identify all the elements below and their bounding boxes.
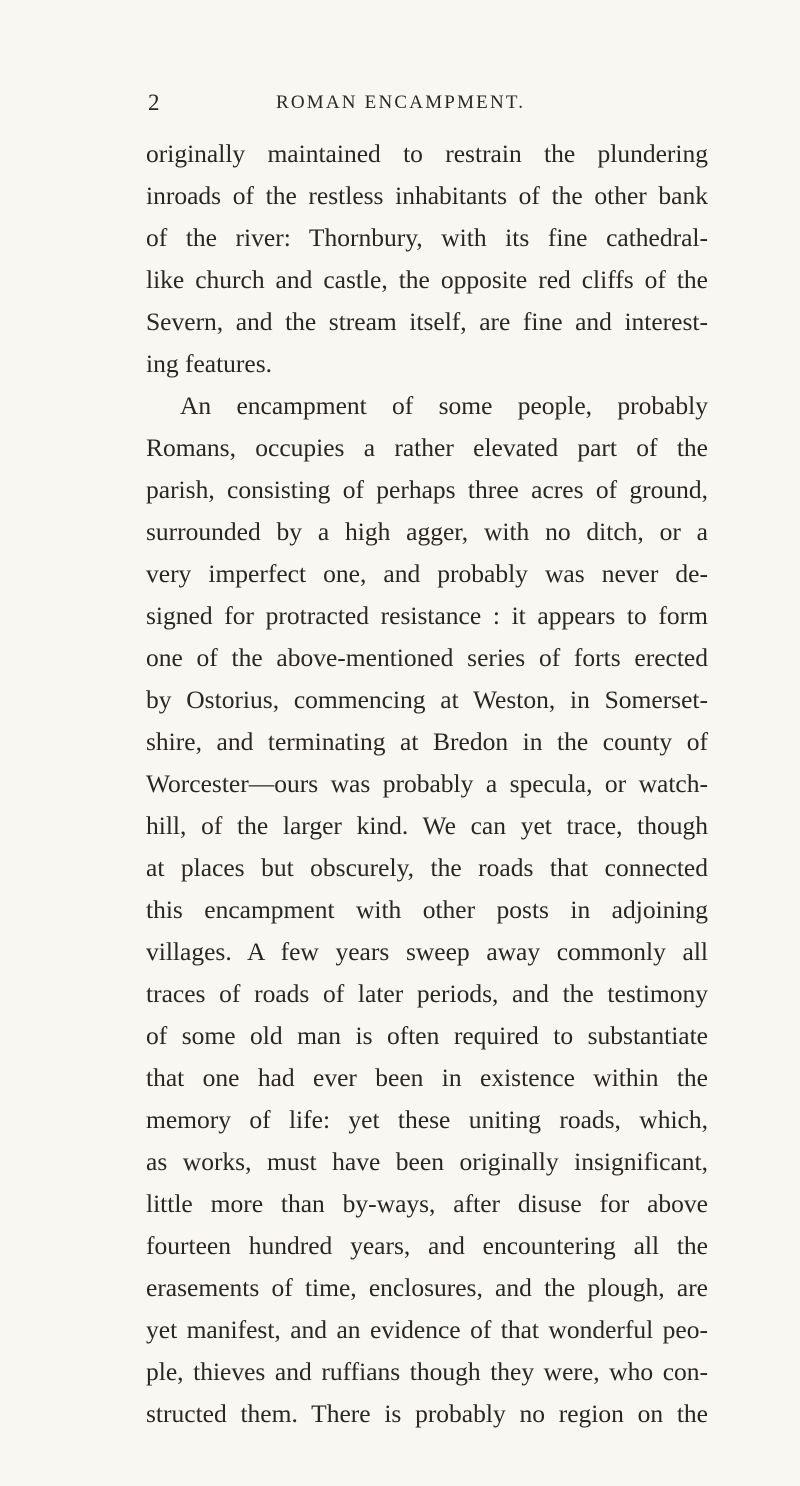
- text-line: originally maintained to restrain the plundering: [146, 139, 708, 168]
- text-line: very imperfect one, and probably was never de-: [146, 559, 708, 588]
- text-line: ple, thieves and ruffians though they were, who con-: [146, 1357, 708, 1386]
- text-line: structed them. There is probably no region on the: [146, 1399, 708, 1428]
- text-line: one of the above-mentioned series of forts erected: [146, 643, 708, 672]
- text-line: villages. A few years sweep away commonly all: [146, 937, 708, 966]
- text-line: shire, and terminating at Bredon in the county of: [146, 727, 708, 756]
- text-line: this encampment with other posts in adjoining: [146, 895, 708, 924]
- text-line: memory of life: yet these uniting roads, which,: [146, 1105, 708, 1134]
- text-line: of some old man is often required to substantiate: [146, 1021, 708, 1050]
- text-line: erasements of time, enclosures, and the plough, are: [146, 1273, 708, 1302]
- text-line: yet manifest, and an evidence of that wonderful peo-: [146, 1315, 708, 1344]
- text-line: hill, of the larger kind. We can yet trace, though: [146, 811, 708, 840]
- text-line: Worcester—ours was probably a specula, or watch-: [146, 769, 708, 798]
- text-line: as works, must have been originally insignificant,: [146, 1147, 708, 1176]
- text-line: parish, consisting of perhaps three acres of ground,: [146, 475, 708, 504]
- text-line: signed for protracted resistance : it appears to form: [146, 601, 708, 630]
- text-line: surrounded by a high agger, with no ditch, or a: [146, 517, 708, 546]
- running-head: [148, 90, 708, 120]
- text-line: that one had ever been in existence within the: [146, 1063, 708, 1092]
- text-line: ing features.: [146, 349, 273, 378]
- text-line: traces of roads of later periods, and the testimony: [146, 979, 708, 1008]
- text-line: of the river: Thornbury, with its fine cathedral-: [146, 223, 708, 252]
- text-line: like church and castle, the opposite red cliffs of the: [146, 265, 708, 294]
- text-line: by Ostorius, commencing at Weston, in Somerset-: [146, 685, 708, 714]
- text-line: Romans, occupies a rather elevated part of the: [146, 433, 708, 462]
- running-title: ROMAN ENCAMPMENT.: [276, 92, 526, 113]
- body-text: [146, 133, 708, 1435]
- text-line: little more than by-ways, after disuse for above: [146, 1189, 708, 1218]
- text-line: at places but obscurely, the roads that connected: [146, 853, 708, 882]
- text-line: inroads of the restless inhabitants of the other bank: [146, 181, 708, 210]
- text-line: An encampment of some people, probably: [180, 391, 708, 420]
- page-number: 2: [148, 90, 161, 115]
- text-line: Severn, and the stream itself, are fine and interest-: [146, 307, 708, 336]
- text-line: fourteen hundred years, and encountering all the: [146, 1231, 708, 1260]
